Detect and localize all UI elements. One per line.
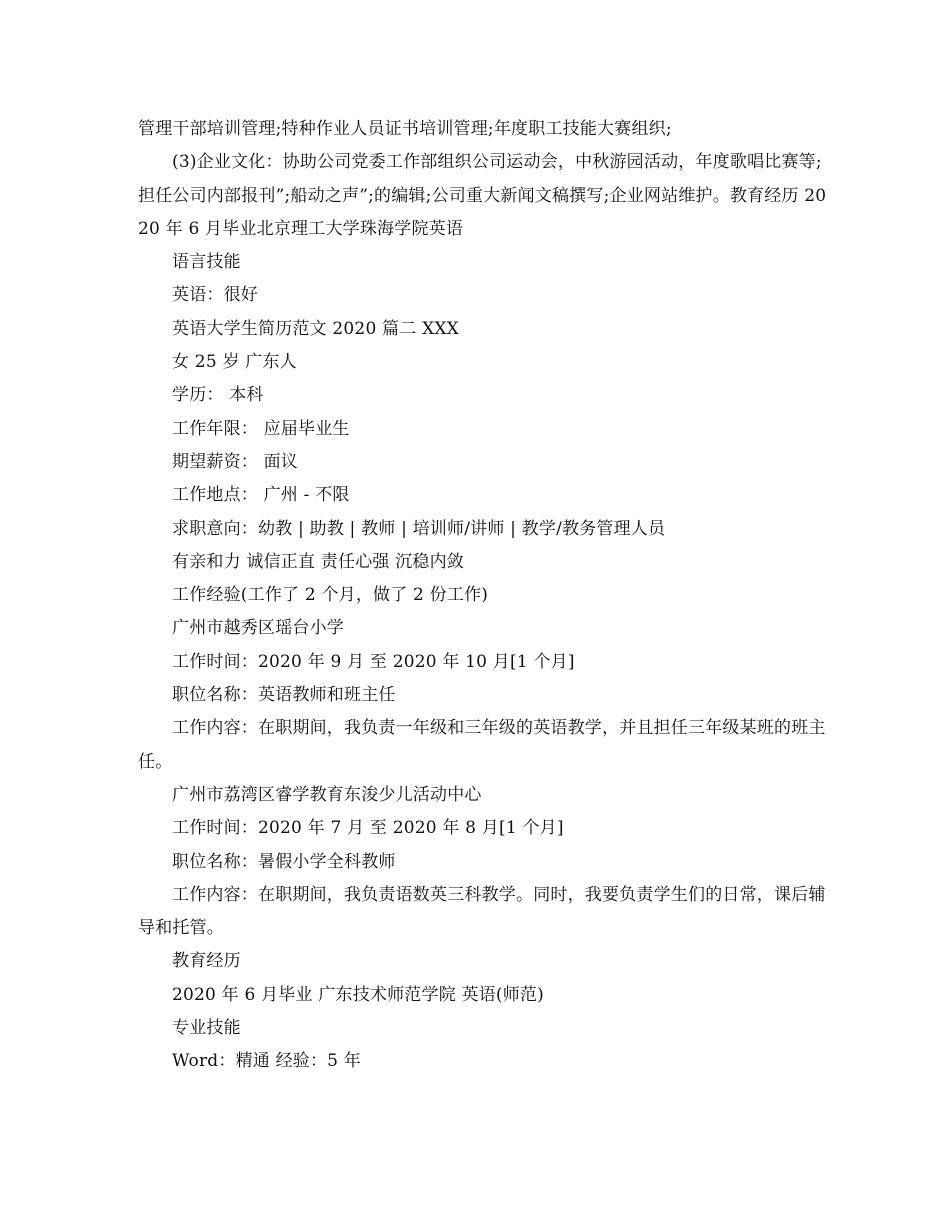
line-work-years: 工作年限： 应届毕业生 bbox=[172, 418, 350, 439]
line-english-level: 英语：很好 bbox=[172, 285, 258, 306]
employer-2-duties: 工作内容：在职期间，我负责语数英三科教学。同时，我要负责学生们的日常，课后辅导和托管。 bbox=[138, 884, 826, 939]
employer-1-period: 工作时间：2020 年 9 月 至 2020 年 10 月[1 个月] bbox=[172, 651, 575, 672]
heading-language-skills: 语言技能 bbox=[172, 252, 241, 273]
employer-1-position: 职位名称：英语教师和班主任 bbox=[172, 685, 396, 706]
employer-2-position: 职位名称：暑假小学全科教师 bbox=[172, 851, 396, 872]
line-word-skill: Word：精通 经验：5 年 bbox=[172, 1051, 361, 1072]
employer-1-duties: 工作内容：在职期间，我负责一年级和三年级的英语教学，并且担任三年级某班的班主任。 bbox=[138, 718, 826, 772]
heading-education: 教育经历 bbox=[172, 951, 241, 972]
document-body bbox=[138, 113, 828, 1079]
line-job-intention: 求职意向：幼教 | 助教 | 教师 | 培训师/讲师 | 教学/教务管理人员 bbox=[172, 518, 666, 539]
line-work-location: 工作地点： 广州 - 不限 bbox=[172, 485, 350, 506]
employer-2-period: 工作时间：2020 年 7 月 至 2020 年 8 月[1 个月] bbox=[172, 818, 564, 839]
line-personal-info: 女 25 岁 广东人 bbox=[172, 352, 297, 373]
heading-work-experience: 工作经验(工作了 2 个月，做了 2 份工作) bbox=[172, 585, 489, 606]
line-education-level: 学历： 本科 bbox=[172, 385, 264, 406]
resume-title: 英语大学生简历范文 2020 篇二 XXX bbox=[172, 318, 459, 339]
paragraph-corporate-culture: (3)企业文化：协助公司党委工作部组织公司运动会，中秋游园活动，年度歌唱比赛等;担任公司内部报刊”;船动之声”;的编辑;公司重大新闻文稿撰写;企业网站维护。教育经历 2020 年 6 月毕业北京理工大学珠海学院英语 bbox=[138, 152, 827, 239]
heading-professional-skills: 专业技能 bbox=[172, 1018, 241, 1039]
line-personal-traits: 有亲和力 诚信正直 责任心强 沉稳内敛 bbox=[172, 551, 465, 572]
paragraph-training-management: 管理干部培训管理;特种作业人员证书培训管理;年度职工技能大赛组织; bbox=[138, 119, 672, 139]
line-expected-salary: 期望薪资： 面议 bbox=[172, 451, 299, 472]
employer-2-name: 广州市荔湾区睿学教育东浚少儿活动中心 bbox=[172, 784, 482, 805]
line-graduation: 2020 年 6 月毕业 广东技术师范学院 英语(师范) bbox=[172, 984, 544, 1005]
employer-1-name: 广州市越秀区瑶台小学 bbox=[172, 618, 344, 639]
